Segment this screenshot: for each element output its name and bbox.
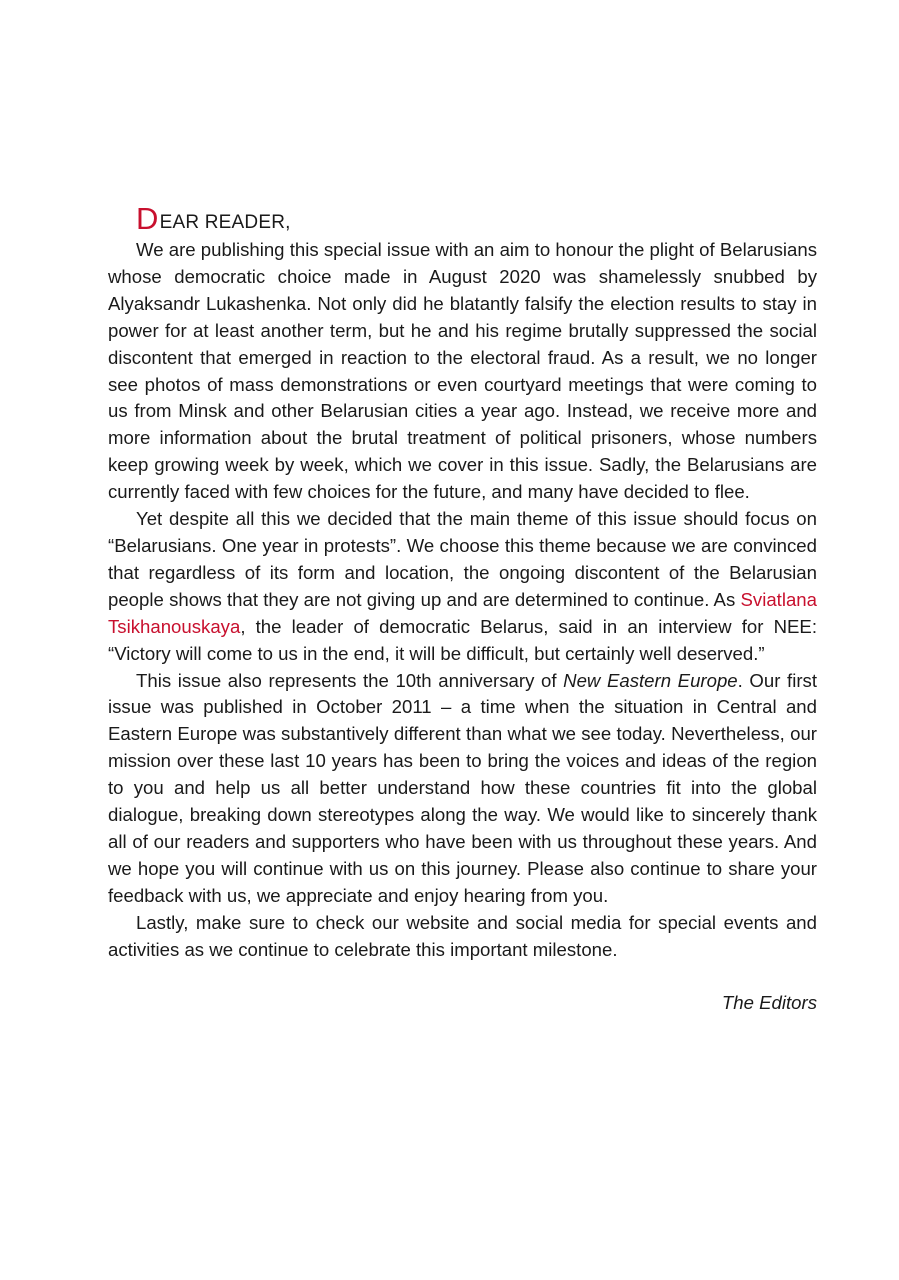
paragraph-3-text-start: This issue also represents the 10th anniversary of: [136, 669, 564, 691]
paragraph-1: We are publishing this special issue with an aim to honour the plight of Belarusians whose democratic choice made in August 2020 was shamelessly snubbed by Alyaksandr Lukashenka. Not only did he blatantly falsify the election results to stay in power for at least another term, but he and his regime brutally suppressed the social discontent that emerged in reaction to the electoral fraud. As a result, we no longer see photos of mass demonstrations or even courtyard meetings that were coming to us from Minsk and other Belarusian cities a year ago. Instead, we receive more and more information about the brutal treatment of political prisoners, whose numbers keep growing week by week, which we cover in this issue. Sadly, the Belarusians are currently faced with few choices for the future, and many have decided to flee.: [108, 239, 817, 503]
paragraph-2: [108, 506, 817, 667]
magazine-title: New Eastern Europe: [563, 669, 738, 691]
heading-text: EAR READER,: [159, 212, 291, 233]
tsikhanouskaya-link[interactable]: Sviatlana Tsikhanouskaya: [108, 588, 817, 637]
paragraph-4: Lastly, make sure to check our website and social media for special events and activities as we continue to celebrate this important milestone.: [108, 911, 817, 960]
letter-heading: [108, 201, 817, 237]
paragraph-3: [108, 668, 817, 910]
paragraph-2-text-start: Yet despite all this we decided that the main theme of this issue should focus on “Belarusians. One year in protests”. We choose this theme because we are convinced that regardless of its form and location, the ongoing discontent of the Belarusian people shows that they are not giving up and are determined to continue. As: [108, 508, 817, 610]
paragraph-2-text-end: , the leader of democratic Belarus, said in an interview for NEE: “Victory will come to us in the end, it will be difficult, but certainly well deserved.”: [108, 615, 817, 664]
paragraph-3-text-end: . Our first issue was published in October 2011 – a time when the situation in Central and Eastern Europe was substantively different than what we see today. Nevertheless, our mission over these last 10 years has been to bring the voices and ideas of the region to you and help us all better understand how these countries fit into the global dialogue, breaking down stereotypes along the way. We would like to sincerely thank all of our readers and supporters who have been with us throughout these years. And we hope you will continue with us on this journey. Please also continue to share your feedback with us, we appreciate and enjoy hearing from you.: [108, 669, 817, 906]
editorial-letter: [108, 201, 817, 1017]
drop-cap: D: [136, 201, 159, 236]
signature: The Editors: [721, 992, 817, 1014]
